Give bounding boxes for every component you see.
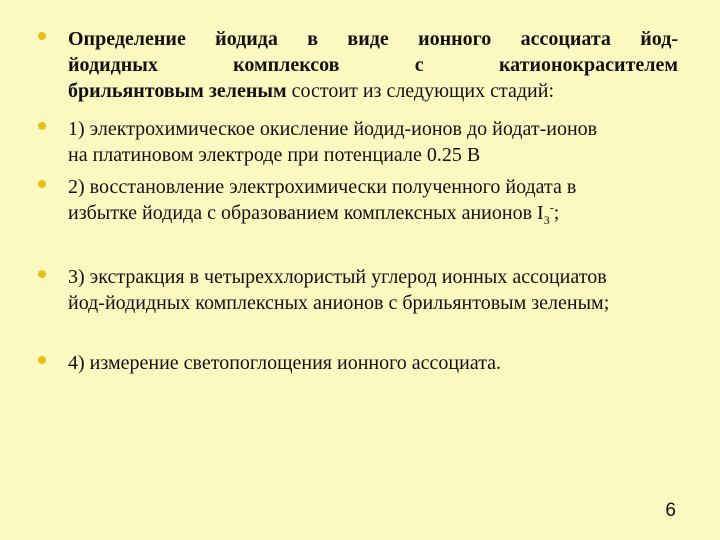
intro-line-3-rest: состоит из следующих стадий: [286, 80, 555, 102]
subscript: 3 [543, 213, 550, 227]
intro-text [68, 26, 678, 104]
step-4-text [68, 350, 678, 376]
superscript: - [549, 200, 554, 215]
step-2-text [68, 174, 678, 226]
bullet-item-step-2 [38, 174, 678, 226]
step-3-line-2: йод-йодидных комплексных анионов с брильянтовым зеленым; [68, 292, 610, 314]
step-3-text [68, 264, 678, 316]
page-number: 6 [665, 500, 676, 521]
step-1-line-1: 1) электрохимическое окисление йодид-ионов до йодат-ионов [68, 118, 598, 140]
step-2-line-2-end: ; [553, 202, 560, 224]
bullet-item-step-3 [38, 264, 678, 316]
step-2-line-2: избытке йодида с образованием комплексных анионов I [68, 202, 544, 224]
intro-line-1: Определение йодида в виде ионного ассоциата йод- [68, 28, 678, 50]
bullet-icon [38, 356, 46, 364]
bullet-icon [38, 180, 46, 188]
bullet-item-step-1 [38, 116, 678, 168]
step-1-text [68, 116, 678, 168]
intro-line-2: йодидных комплексов с катионокрасителем [68, 54, 678, 76]
bullet-icon [38, 270, 46, 278]
bullet-icon [38, 122, 46, 130]
bullet-icon [38, 32, 46, 40]
bullet-item-intro [38, 26, 678, 104]
step-2-line-1: 2) восстановление электрохимически полученного йодата в [68, 176, 577, 198]
bullet-item-step-4 [38, 350, 678, 376]
step-4-line-1: 4) измерение светопоглощения ионного ассоциата. [68, 352, 502, 374]
step-1-line-2: на платиновом электроде при потенциале 0.25 В [68, 144, 481, 166]
intro-line-3-bold: брильянтовым зеленым [68, 80, 287, 102]
step-3-line-1: 3) экстракция в четыреххлористый углерод ионных ассоциатов [68, 266, 607, 288]
